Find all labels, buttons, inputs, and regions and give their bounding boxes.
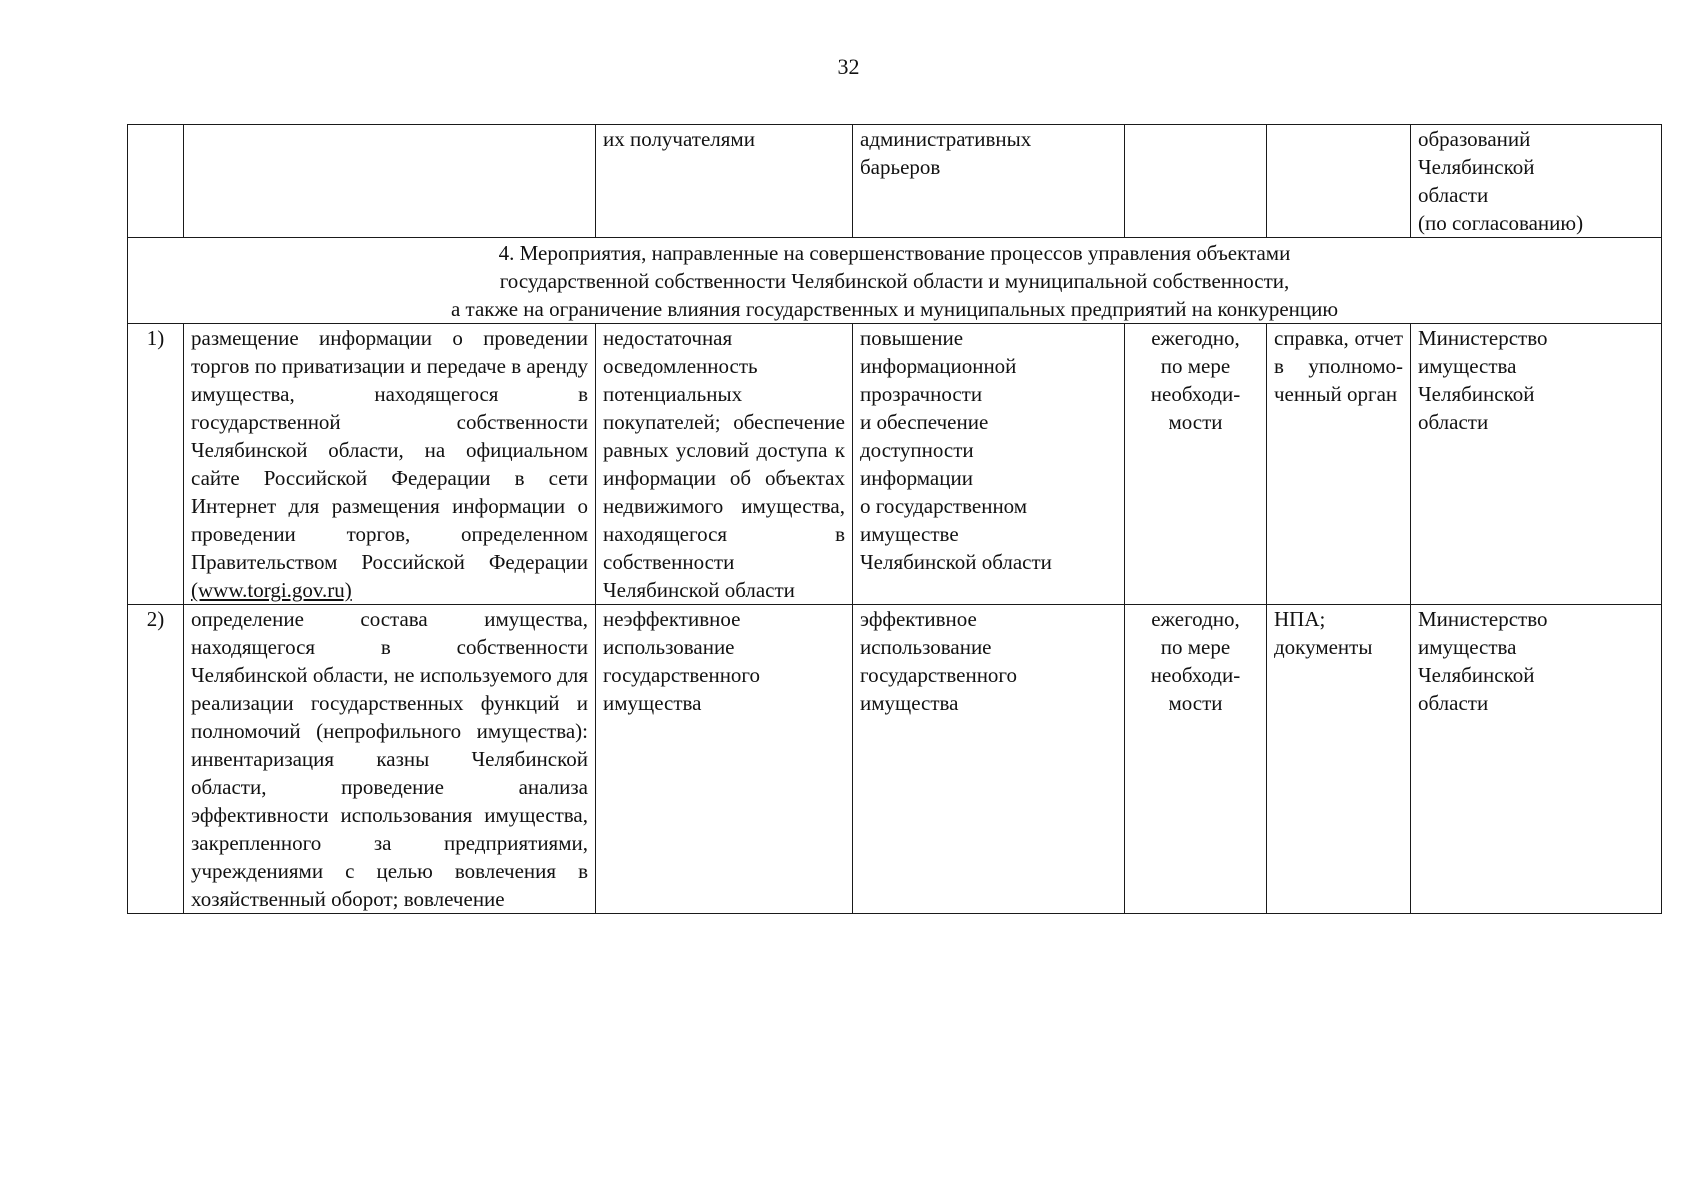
section-heading-line: государственной собственности Челябинской области и муниципальной собственности, bbox=[499, 269, 1290, 293]
deadline-cell: ежегодно, по мере необходи- мости bbox=[1125, 605, 1267, 914]
section-heading-row bbox=[128, 238, 1662, 324]
measure-cell bbox=[184, 324, 596, 605]
deadline-cell: ежегодно, по мере необходи- мости bbox=[1125, 324, 1267, 605]
executor-cell: Министерство имущества Челябинской области bbox=[1411, 324, 1662, 605]
continuation-row bbox=[128, 125, 1662, 238]
problem-cell: неэффективное использование государственного имущества bbox=[596, 605, 853, 914]
deadline-cell bbox=[1125, 125, 1267, 238]
goal-cell: эффективное использование государственного имущества bbox=[853, 605, 1125, 914]
measure-cell: определение состава имущества, находящегося в собственности Челябинской области, не используемого для реализации государственных функций и полномочий (непрофильного имущества): инвентаризация казны Челябинской области, проведение анализа эффективности использования имущества, закрепленного за предприятиями, учреждениями с целью вовлечения в хозяйственный оборот; вовлечение bbox=[184, 605, 596, 914]
row-number: 1) bbox=[128, 324, 184, 605]
document-cell: справка, отчет в уполномо-ченный орган bbox=[1267, 324, 1411, 605]
table-row bbox=[128, 605, 1662, 914]
goal-cell: повышение информационной прозрачности и обеспечение доступности информации о государственном имуществе Челябинской области bbox=[853, 324, 1125, 605]
row-number: 2) bbox=[128, 605, 184, 914]
executor-cell: образований Челябинской области (по согласованию) bbox=[1411, 125, 1662, 238]
torgi-link[interactable]: (www.torgi.gov.ru) bbox=[191, 578, 352, 602]
page-number: 32 bbox=[837, 54, 860, 79]
problem-cell: недостаточная осведомленность потенциальных покупателей; обеспечение равных условий доступа к информации об объектах недвижимого имущества, находящегося в собственности Челябинской области bbox=[596, 324, 853, 605]
section-heading-line: а также на ограничение влияния государственных и муниципальных предприятий на конкуренцию bbox=[450, 297, 1339, 321]
measure-cell bbox=[184, 125, 596, 238]
measure-text: размещение информации о проведении торгов по приватизации и передаче в аренду имущества, находящегося в государственной собственности Челябинской области, на официальном сайте Российской Федерации в сети Интернет для размещения информации о проведении торгов, определенном Правительством Российской Федерации bbox=[191, 326, 588, 574]
problem-cell: их получателями bbox=[596, 125, 853, 238]
document-cell bbox=[1267, 125, 1411, 238]
table-row bbox=[128, 324, 1662, 605]
document-cell: НПА; документы bbox=[1267, 605, 1411, 914]
section-heading-line: 4. Мероприятия, направленные на совершенствование процессов управления объектами bbox=[498, 241, 1291, 265]
row-number-cell bbox=[128, 125, 184, 238]
goal-cell: административных барьеров bbox=[853, 125, 1125, 238]
section-heading bbox=[128, 238, 1662, 324]
measures-table bbox=[127, 124, 1662, 914]
executor-cell: Министерство имущества Челябинской области bbox=[1411, 605, 1662, 914]
